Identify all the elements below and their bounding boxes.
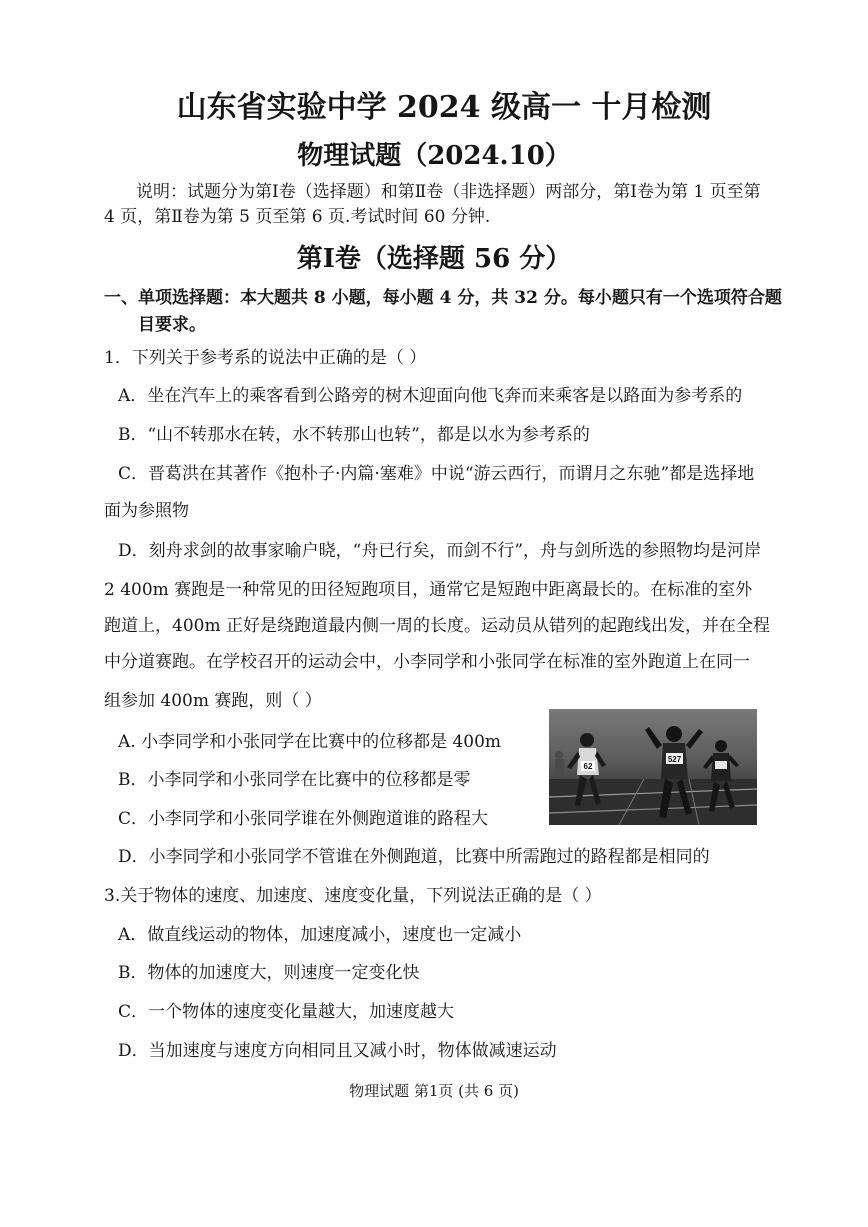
page-footer: 物理试题 第1页 (共 6 页) — [349, 1082, 519, 1100]
q2-stem-line-3: 中分道赛跑。在学校召开的运动会中，小李同学和小张同学在标准的室外跑道上在同一 — [104, 652, 750, 672]
q1-option-d: D．刻舟求剑的故事家喻户晓，“舟已行矣，而剑不行”，舟与剑所选的参照物均是河岸 — [118, 541, 762, 561]
q3-option-a: A．做直线运动的物体，加速度减小，速度也一定减小 — [118, 925, 522, 945]
q2-stem-line-1: 2 400m 赛跑是一种常见的田径短跑项目，通常它是短跑中距离最长的。在标准的室外 — [104, 580, 753, 600]
section-title: 第Ⅰ卷（选择题 56 分） — [296, 244, 572, 274]
q3-stem: 3.关于物体的速度、加速度、速度变化量，下列说法正确的是（ ） — [104, 886, 602, 906]
q2-stem-line-2: 跑道上，400m 正好是绕跑道最内侧一周的长度。运动员从错列的起跑线出发，并在全程 — [104, 616, 770, 636]
q3-option-b: B．物体的加速度大，则速度一定变化快 — [118, 963, 420, 983]
q2-option-b: B．小李同学和小张同学在比赛中的位移都是零 — [118, 770, 471, 790]
q1-stem: 1．下列关于参考系的说法中正确的是（ ） — [104, 348, 427, 368]
sprinters-photo — [549, 709, 757, 825]
q2-option-c: C．小李同学和小张同学谁在外侧跑道谁的路程大 — [118, 809, 489, 829]
exam-subtitle: 物理试题（2024.10） — [297, 141, 571, 171]
instructions-line-1: 说明：试题分为第Ⅰ卷（选择题）和第Ⅱ卷（非选择题）两部分，第Ⅰ卷为第 1 页至第 — [136, 182, 761, 202]
part1-heading-line-1: 一、单项选择题：本大题共 8 小题，每小题 4 分，共 32 分。每小题只有一个选项符合题 — [104, 288, 782, 308]
bib-center: 527 — [667, 755, 682, 764]
q3-option-c: C．一个物体的速度变化量越大，加速度越大 — [118, 1002, 455, 1022]
q2-option-a: A. 小李同学和小张同学在比赛中的位移都是 400m — [118, 732, 502, 752]
part1-heading-line-2: 目要求。 — [138, 315, 206, 335]
bib-left: 62 — [583, 762, 593, 771]
q3-option-d: D．当加速度与速度方向相同且又减小时，物体做减速运动 — [118, 1041, 557, 1061]
q2-option-d: D．小李同学和小张同学不管谁在外侧跑道，比赛中所需跑过的路程都是相同的 — [118, 847, 710, 867]
exam-title: 山东省实验中学 2024 级高一 十月检测 — [176, 90, 712, 125]
q1-option-c-line-1: C．晋葛洪在其著作《抱朴子·内篇·塞难》中说“游云西行，而谓月之东驰”都是选择地 — [118, 464, 755, 484]
q1-option-c-line-2: 面为参照物 — [104, 501, 189, 521]
q2-stem-line-4: 组参加 400m 赛跑，则（ ） — [104, 691, 322, 711]
q1-option-a: A．坐在汽车上的乘客看到公路旁的树木迎面向他飞奔而来乘客是以路面为参考系的 — [118, 386, 743, 406]
instructions-line-2: 4 页，第Ⅱ卷为第 5 页至第 6 页.考试时间 60 分钟. — [104, 207, 491, 227]
q1-option-b: B．“山不转那水在转，水不转那山也转”，都是以水为参考系的 — [118, 425, 590, 445]
